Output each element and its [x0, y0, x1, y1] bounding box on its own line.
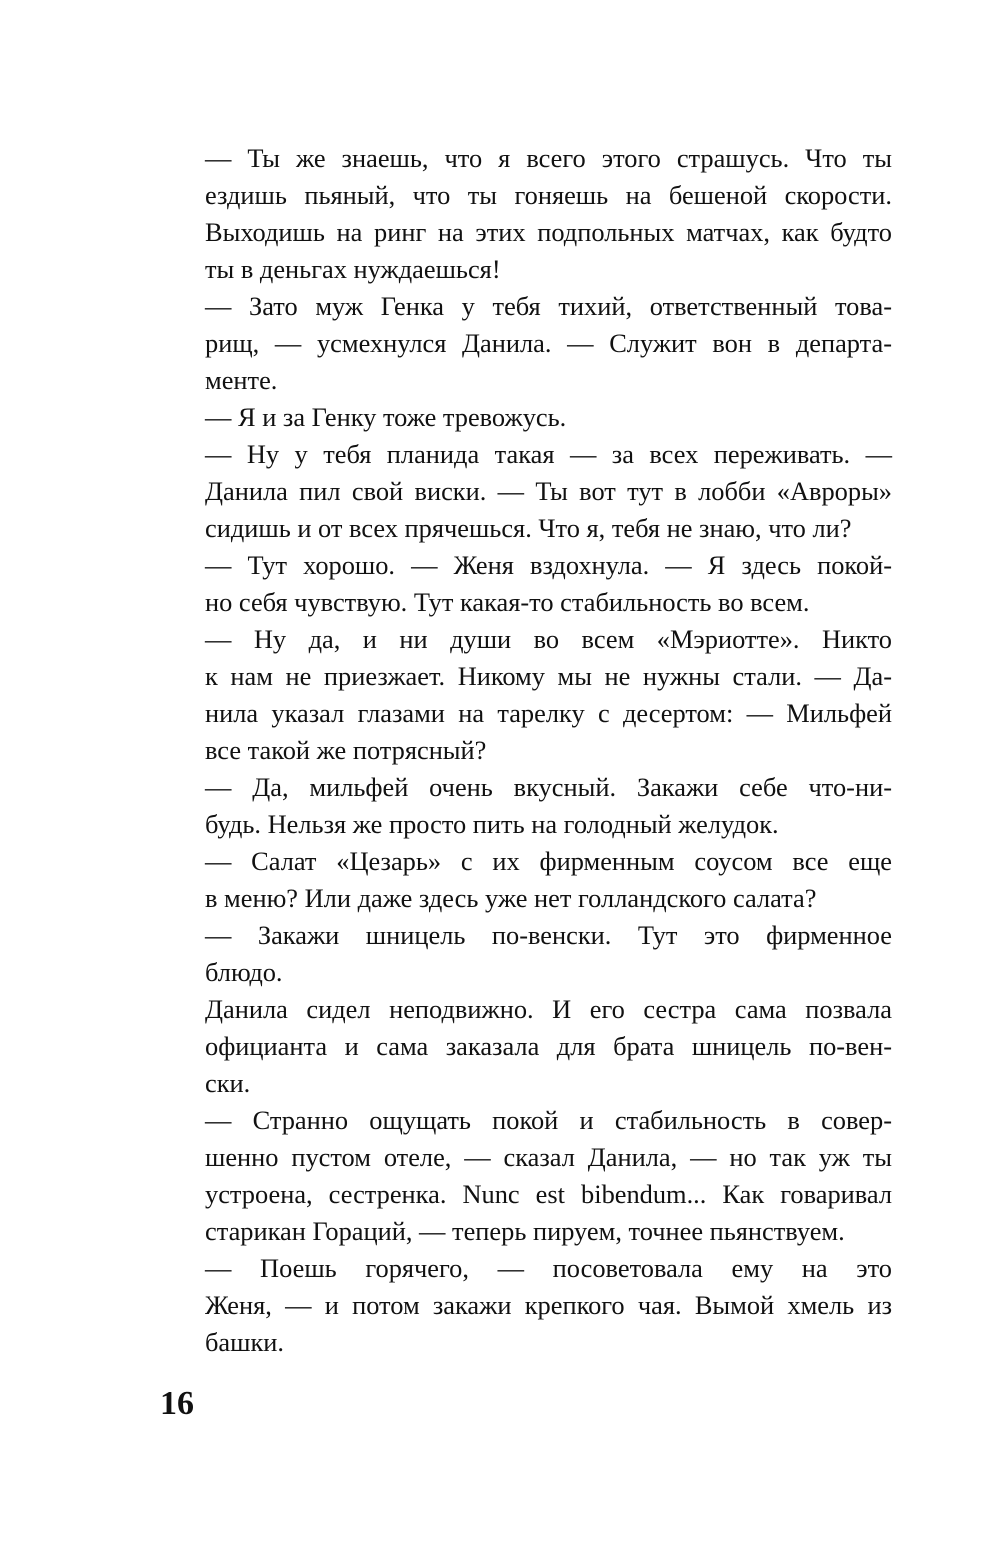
- paragraph: [160, 917, 892, 991]
- text-line: Данила сидел неподвижно. И его сестра сама позвала: [205, 994, 892, 1024]
- text-line: — Салат «Цезарь» с их фирменным соусом все еще: [205, 846, 892, 876]
- text-line: — Зато муж Генка у тебя тихий, ответственный това-: [205, 291, 892, 321]
- paragraph: [160, 399, 892, 436]
- text-line: официанта и сама заказала для брата шницель по-вен-: [205, 1031, 892, 1061]
- text-line: — Ну да, и ни души во всем «Мэриотте». Никто: [205, 624, 892, 654]
- text-line: шенно пустом отеле, — сказал Данила, — но так уж ты: [205, 1142, 892, 1172]
- text-line: — Тут хорошо. — Женя вздохнула. — Я здесь покой-: [205, 550, 892, 580]
- text-line: — Ну у тебя планида такая — за всех переживать. —: [205, 439, 892, 469]
- paragraph: [160, 1102, 892, 1250]
- page-body: [160, 140, 892, 1361]
- paragraph: [160, 436, 892, 547]
- text-line: нила указал глазами на тарелку с десертом: — Мильфей: [205, 698, 892, 728]
- text-line: ездишь пьяный, что ты гоняешь на бешеной скорости.: [205, 180, 892, 210]
- text-line: рищ, — усмехнулся Данила. — Служит вон в департа-: [205, 328, 892, 358]
- text-line: Выходишь на ринг на этих подпольных матчах, как будто: [205, 217, 892, 247]
- text-line: все такой же потрясный?: [205, 735, 487, 765]
- text-line: но себя чувствую. Тут какая-то стабильность во всем.: [205, 587, 810, 617]
- text-line: Данила пил свой виски. — Ты вот тут в лобби «Авроры»: [205, 476, 892, 506]
- text-line: — Да, мильфей очень вкусный. Закажи себе что-ни-: [205, 772, 892, 802]
- paragraph: [160, 547, 892, 621]
- text-line: сидишь и от всех прячешься. Что я, тебя не знаю, что ли?: [205, 513, 852, 543]
- paragraph: [160, 769, 892, 843]
- text-line: будь. Нельзя же просто пить на голодный желудок.: [205, 809, 779, 839]
- text-line: — Поешь горячего, — посоветовала ему на это: [205, 1253, 892, 1283]
- text-line: — Закажи шницель по-венски. Тут это фирменное: [205, 920, 892, 950]
- text-line: менте.: [205, 365, 278, 395]
- text-line: Женя, — и потом закажи крепкого чая. Вымой хмель из: [205, 1290, 892, 1320]
- paragraph: [160, 843, 892, 917]
- text-line: ты в деньгах нуждаешься!: [205, 254, 501, 284]
- paragraph: [160, 288, 892, 399]
- text-line: устроена, сестренка. Nunc est bibendum... Как говаривал: [205, 1179, 892, 1209]
- paragraph: [160, 1250, 892, 1361]
- text-line: в меню? Или даже здесь уже нет голландского салата?: [205, 883, 817, 913]
- text-line: — Странно ощущать покой и стабильность в совер-: [205, 1105, 892, 1135]
- text-line: старикан Гораций, — теперь пируем, точнее пьянствуем.: [205, 1216, 845, 1246]
- text-line: башки.: [205, 1327, 285, 1357]
- paragraph: [160, 621, 892, 769]
- text-line: ски.: [205, 1068, 251, 1098]
- text-line: к нам не приезжает. Никому мы не нужны стали. — Да-: [205, 661, 892, 691]
- text-line: — Я и за Генку тоже тревожусь.: [205, 402, 567, 432]
- page-number: 16: [160, 1385, 194, 1422]
- text-line: блюдо.: [205, 957, 283, 987]
- text-line: — Ты же знаешь, что я всего этого страшусь. Что ты: [205, 143, 892, 173]
- paragraph: [160, 140, 892, 288]
- paragraph: [160, 991, 892, 1102]
